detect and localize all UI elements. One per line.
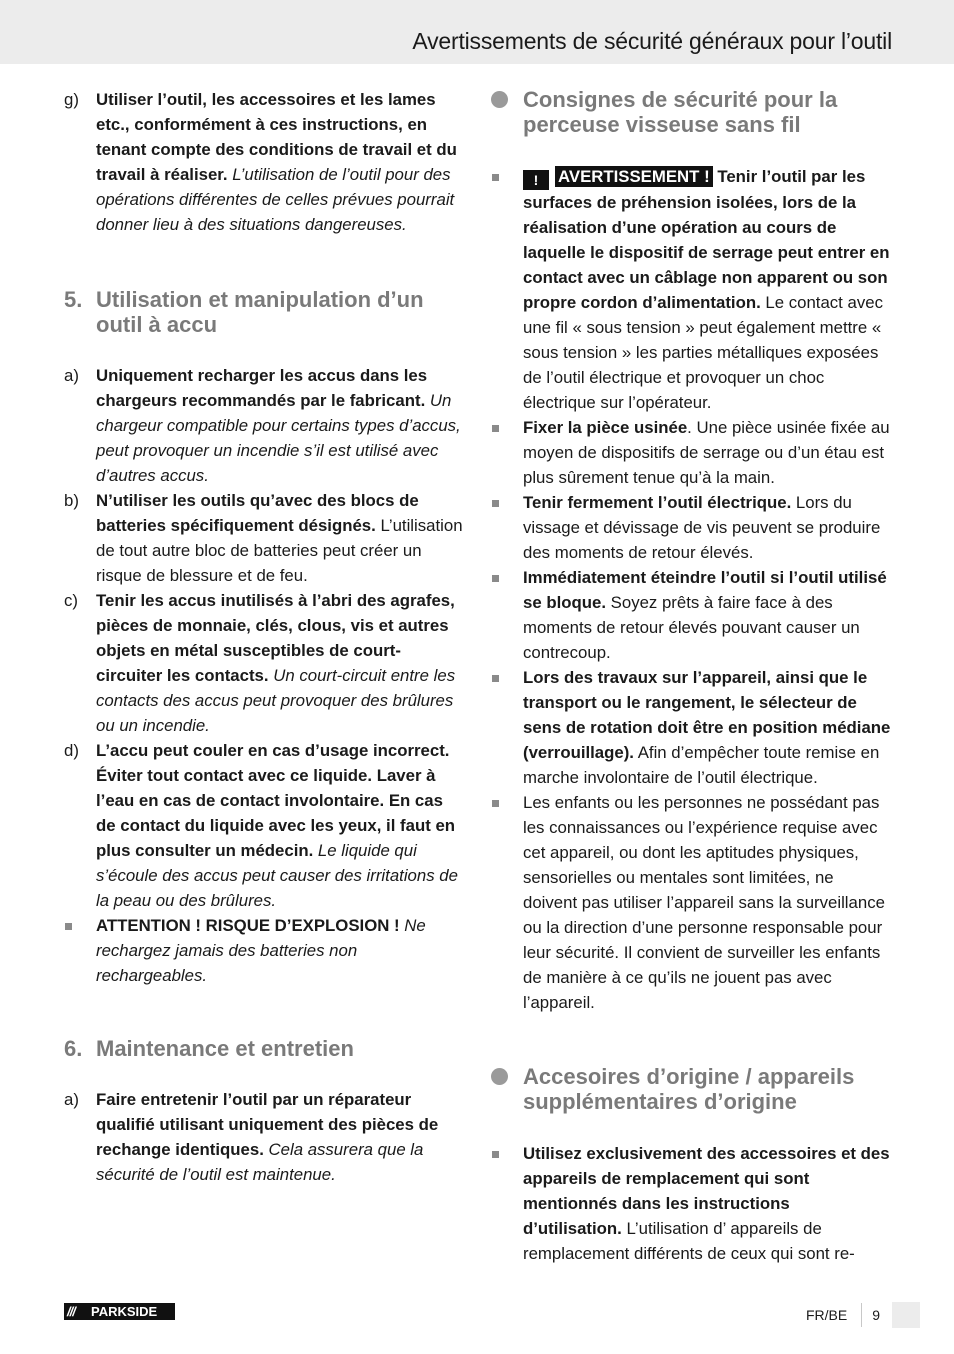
- bullet-bold: Lors des travaux sur l’appareil, ainsi que le transport ou le rangement, le sélecteur de sens de rotation doit être en position médiane (verrouillage).: [523, 668, 891, 762]
- safety-bullet-5: [491, 665, 891, 790]
- safety-title: Consignes de sécurité pour la perceuse visseuse sans fil: [523, 87, 838, 137]
- safety-bullet-1: [491, 164, 891, 415]
- right-column: [491, 87, 891, 1266]
- square-bullet-icon: [491, 415, 523, 490]
- instruction-note: L’utilisation de l’outil pour des opérations différentes de celles prévues pourrait donner lieu à des situations dangereuses.: [96, 165, 455, 234]
- safety-bullet-3: [491, 490, 891, 565]
- instruction-note: Le liquide qui s’écoule des accus peut causer des irritations de la peau ou des brûlures.: [96, 841, 458, 910]
- section-5-title: Utilisation et manipulation d’un outil à accu: [96, 287, 424, 337]
- square-bullet-icon: [491, 790, 523, 1015]
- instruction-note: Cela assurera que la sécurité de l’outil est maintenue.: [96, 1140, 424, 1184]
- section-6-heading: 6. Maintenance et entretien: [64, 1036, 354, 1061]
- bullet-bold: Fixer la pièce usinée: [523, 418, 688, 437]
- instruction-note: Un court-circuit entre les contacts des accus peut provoquer des brûlures ou un incendie.: [96, 666, 456, 735]
- page-number: 9: [872, 1307, 881, 1323]
- instruction-5a: [64, 363, 464, 488]
- square-bullet-icon: [491, 665, 523, 790]
- instruction-bold: Tenir les accus inutilisés à l’abri des agrafes, pièces de monnaie, clés, clous, vis et autres objets en métal susceptibles de court-circuiter les contacts.: [96, 591, 455, 685]
- instruction-bold: Faire entretenir l’outil par un réparateur qualifié utilisant uniquement des pièces de rechange identiques.: [96, 1090, 439, 1159]
- logo-stripes-icon: ///: [67, 1304, 75, 1319]
- attention-note: Ne rechargez jamais des batteries non rechargeables.: [96, 916, 426, 985]
- bullet-text: L’utilisation d’ appareils de remplacement différents de ceux qui sont re-: [523, 1219, 855, 1263]
- instruction-5b: [64, 488, 464, 588]
- item-marker: a): [64, 1090, 79, 1109]
- instruction-bold: N’utiliser les outils qu’avec des blocs de batteries spécifiquement désignés.: [96, 491, 419, 535]
- instruction-bold: L’accu peut couler en cas d’usage incorrect. Éviter tout contact avec ce liquide. Laver à l’eau en cas de contact involontaire. En cas de contact du liquide avec les yeux, il faut en plus consulter un médecin.: [96, 741, 456, 860]
- footer-divider: [861, 1303, 862, 1327]
- attention-title: ATTENTION ! RISQUE D’EXPLOSION !: [96, 916, 400, 935]
- item-marker: d): [64, 741, 79, 760]
- instruction-bold: Uniquement recharger les accus dans les chargeurs recommandés par le fabricant.: [96, 366, 428, 410]
- bullet-text: Les enfants ou les personnes ne possédant pas les connaissances ou l’expérience requise avec cet appareil, ou dont les aptitudes physiques, sensorielles ou mentales sont limitées, ne doivent pas utiliser l’appareil sans la surveillance ou la direction d’une personne responsable pour leur sécurité. Il convient de surveiller les enfants de manière à ce qu’ils ne jouent pas avec l’appareil.: [523, 793, 885, 1012]
- bullet-bold: Tenir fermement l’outil électrique.: [523, 493, 792, 512]
- page-header: [0, 0, 954, 64]
- item-marker: c): [64, 591, 78, 610]
- instruction-6a: [64, 1087, 464, 1187]
- logo-text: PARKSIDE: [91, 1304, 158, 1319]
- bullet-bold: Immédiatement éteindre l’outil si l’outil utilisé se bloque.: [523, 568, 887, 612]
- bullet-text: Afin d’empêcher toute remise en marche involontaire de l’outil électrique.: [523, 743, 880, 787]
- instruction-g: [64, 87, 464, 237]
- parkside-logo: [64, 1303, 175, 1320]
- bullet-bold: Utilisez exclusivement des accessoires et des appareils de remplacement qui sont mentionnés dans les instructions d’utilisation.: [523, 1144, 890, 1238]
- square-bullet-icon: [491, 1141, 523, 1266]
- bullet-text: Le contact avec une fil « sous tension » peut également mettre « sous tension » les parties métalliques exposées de l’outil électrique et provoquer un choc électrique sur l’opérateur.: [523, 293, 883, 412]
- warning-triangle-icon: !: [523, 170, 549, 190]
- bullet-text: Soyez prêts à faire face à des moments de retour élevés pouvant causer un contrecoup.: [523, 593, 860, 662]
- square-bullet-icon: [491, 164, 523, 415]
- item-marker: a): [64, 366, 79, 385]
- circle-bullet-icon: [491, 87, 523, 137]
- page-tab: [892, 1302, 920, 1328]
- section-5-heading: 5. Utilisation et manipulation d’un outil à accu: [64, 287, 464, 337]
- square-bullet-icon: [491, 565, 523, 665]
- safety-bullet-6: [491, 790, 891, 1015]
- instruction-5c: [64, 588, 464, 738]
- safety-bullet-4: [491, 565, 891, 665]
- locale-label: FR/BE: [806, 1307, 848, 1323]
- circle-bullet-icon: [491, 1064, 523, 1114]
- footer-pagination: [806, 1302, 920, 1328]
- instruction-note: Un chargeur compatible pour certains types d’accus, peut provoquer un incendie s’il est utilisé avec d’autres accus.: [96, 391, 461, 485]
- bullet-text: . Une pièce usinée fixée au moyen de dispositifs de serrage ou d’un étau est plus sûrement tenue qu’à la main.: [523, 418, 890, 487]
- instruction-bold: Utiliser l’outil, les accessoires et les lames etc., conformément à ces instructions, en tenant compte des conditions de travail et du travail à réaliser.: [96, 90, 457, 184]
- bullet-bold: Tenir l’outil par les surfaces de préhension isolées, lors de la réalisation d’une opération au cours de laquelle le dispositif de serrage peut entrer en contact avec un câblage non apparent ou son propre cordon d’alimentation.: [523, 167, 890, 312]
- left-column: [64, 87, 464, 1187]
- bullet-text: Lors du vissage et dévissage de vis peuvent se produire des moments de retour élevés.: [523, 493, 881, 562]
- accessories-bullet-1: [491, 1141, 891, 1266]
- item-marker: b): [64, 491, 79, 510]
- item-marker: g): [64, 90, 79, 109]
- section-6-title: Maintenance et entretien: [96, 1036, 354, 1061]
- square-bullet-icon: [64, 913, 96, 988]
- warning-label: AVERTISSEMENT !: [555, 166, 713, 187]
- accessories-heading: [491, 1064, 891, 1114]
- instruction-note: L’utilisation de tout autre bloc de batteries peut créer un risque de blessure et de feu.: [96, 516, 463, 585]
- safety-bullet-2: [491, 415, 891, 490]
- accessories-title: Accesoires d’origine / appareils supplémentaires d’origine: [523, 1064, 855, 1114]
- attention-bullet: [64, 913, 464, 988]
- square-bullet-icon: [491, 490, 523, 565]
- safety-heading: [491, 87, 891, 137]
- page-title: Avertissements de sécurité généraux pour l’outil: [412, 28, 892, 54]
- instruction-5d: [64, 738, 464, 913]
